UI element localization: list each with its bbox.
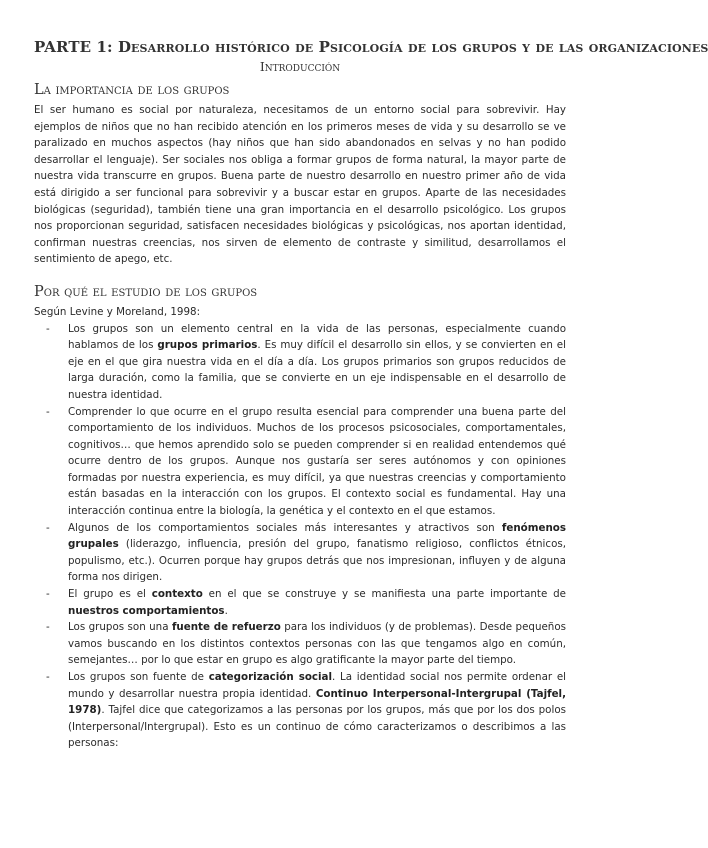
- document-subtitle: Introducción: [259, 59, 341, 74]
- dash-bullet: -: [46, 405, 50, 418]
- bold-term: nuestros comportamientos: [68, 604, 225, 617]
- list-item: - Los grupos son un elemento central en la vida de las personas, especialmente cuando hablamos de los grupos primarios. Es muy difícil el desarrollo sin ellos, y se convierten en el eje en el que gira nuestra vida en el día a día. Los grupos primarios son grupos reducidos de larga duración, como la familia, que se convierte en un eje indispensable en el desarrollo de nuestra identidad.: [46, 322, 566, 401]
- section-heading-importance: La importancia de los grupos: [34, 82, 230, 98]
- bold-term: categorización social: [208, 671, 333, 683]
- dash-bullet: -: [46, 671, 50, 683]
- reasons-list: [34, 321, 566, 752]
- dash-bullet: -: [46, 521, 50, 534]
- dash-bullet: -: [46, 621, 50, 634]
- bold-term: contexto: [151, 588, 203, 601]
- document-title: PARTE 1: Desarrollo histórico de Psicología de los grupos y de las organizaciones: [34, 38, 708, 56]
- bold-term: grupos primarios: [157, 339, 258, 352]
- bold-term: fuente de refuerzo: [171, 621, 281, 634]
- dash-bullet: -: [46, 322, 50, 335]
- list-item: - Los grupos son fuente de categorización social. La identidad social nos permite ordenar el mundo y desarrollar nuestra propia identidad. Continuo Interpersonal-Intergrupal (Tajfel, 1978). Tajfel dice que categorizamos a las personas por los grupos, más que por los dos polos (Interpersonal/Intergrupal). Esto es un continuo de cómo caracterizamos o describimos a las personas:: [46, 671, 567, 750]
- section-intro-citation: Según Levine y Moreland, 1998:: [34, 305, 201, 318]
- list-item: - Comprender lo que ocurre en el grupo resulta esencial para comprender una buena parte del comportamiento de los individuos. Muchos de los procesos psicosociales, comportamentales, cognitivos… que hemos aprendido solo se pueden comprender si en realidad entendemos qué ocurre dentro de los grupos. Aunque nos gustaría ser seres autónomos y con opiniones formadas por nuestra experiencia, es muy difícil, ya que nuestras creencias y comportamiento están basadas en la interacción con los grupos. El contexto social es fundamental. Hay una interacción continua entre la biología, la genética y el contexto en el que estamos.: [46, 405, 566, 518]
- list-item: - El grupo es el contexto en el que se construye y se manifiesta una parte importante de nuestros comportamientos.: [46, 588, 566, 617]
- list-item: - Los grupos son una fuente de refuerzo para los individuos (y de problemas). Desde pequeños vamos buscando en los distintos contextos personas con las que tengamos algo en común, semejantes… por lo que estar en grupo es algo gratificante la mayor parte del tiempo.: [46, 621, 566, 667]
- list-item: - Algunos de los comportamientos sociales más interesantes y atractivos son fenómenos grupales (liderazgo, influencia, presión del grupo, fanatismo religioso, conflictos étnicos, populismo, etc.). Ocurren porque hay grupos detrás que nos impresionan, influyen y de alguna forma nos dirigen.: [46, 521, 566, 584]
- dash-bullet: -: [46, 588, 50, 601]
- bold-term: Continuo Interpersonal-Intergrupal (Tajfel, 1978): [68, 687, 566, 717]
- section-paragraph-importance: El ser humano es social por naturaleza, necesitamos de un entorno social para sobrevivir. Hay ejemplos de niños que no han recibido atención en los primeros meses de vida y su desarrollo se ve paralizado en muchos aspectos (hay niños que han sido abandonados en selvas y no han podido desarrollar el lenguaje). Ser sociales nos obliga a formar grupos de forma natural, la mayor parte de nuestra vida transcurre en grupos. Buena parte de nuestro desarrollo en nuestro primer año de vida está dirigido a ser funcional para sobrevivir y a buscar estar en grupos. Aparte de las necesidades biológicas (seguridad), también tiene una gran importancia en el desarrollo psicológico. Los grupos nos proporcionan seguridad, satisfacen necesidades biológicas y psicológicas, nos aportan identidad, confirman nuestras creencias, nos sirven de elemento de contraste y similitud, desarrollamos el sentimiento de apego, etc.: [34, 104, 566, 266]
- bold-term: fenómenos grupales: [68, 521, 566, 551]
- section-heading-why-study: Por qué el estudio de los grupos: [34, 283, 258, 300]
